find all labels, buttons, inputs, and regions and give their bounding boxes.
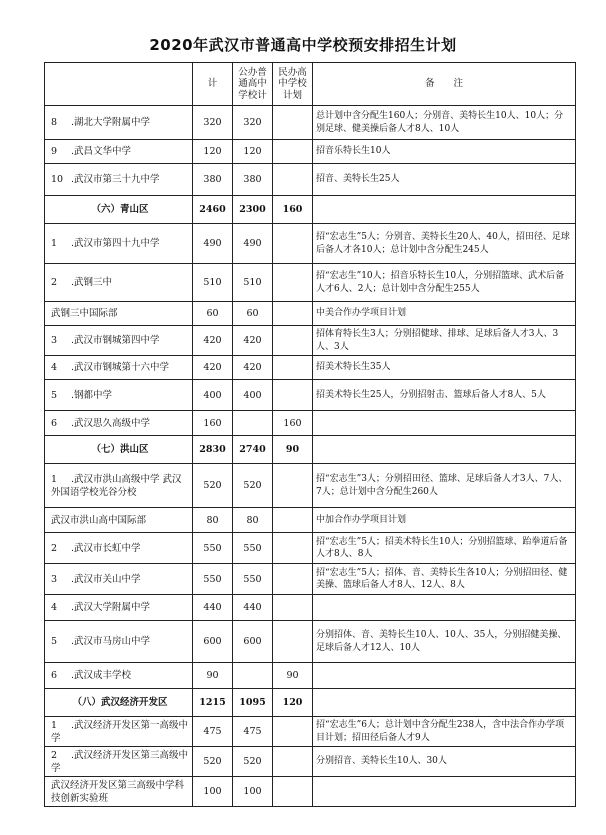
note-cell: 招“宏志生”3人；分别招田径、篮球、足球后备人才3人、7人、7人；总计划中含分配生260人 bbox=[313, 464, 576, 508]
public-cell: 420 bbox=[233, 356, 273, 380]
school-name: .武汉大学附属中学 bbox=[71, 602, 151, 613]
total-cell: 550 bbox=[193, 564, 233, 595]
school-name-cell bbox=[45, 411, 193, 436]
note-cell: 招音、美特长生25人 bbox=[313, 164, 576, 196]
note-cell: 中美合作办学项目计划 bbox=[313, 302, 576, 326]
public-cell: 80 bbox=[233, 508, 273, 533]
public-cell bbox=[233, 663, 273, 689]
public-cell: 520 bbox=[233, 747, 273, 777]
public-cell: 400 bbox=[233, 380, 273, 411]
table-row bbox=[45, 508, 576, 533]
row-index: 4 bbox=[51, 362, 58, 373]
row-index: 5 bbox=[51, 636, 58, 647]
note-cell bbox=[313, 663, 576, 689]
private-cell bbox=[273, 777, 313, 807]
school-name-cell bbox=[45, 224, 193, 264]
public-cell: 510 bbox=[233, 264, 273, 302]
note-cell: 招“宏志生”10人；招音乐特长生10人，分别招篮球、武术后备人才6人、2人；总计划中含分配生255人 bbox=[313, 264, 576, 302]
total-cell: 520 bbox=[193, 747, 233, 777]
header-total: 计 bbox=[193, 63, 233, 106]
private-cell bbox=[273, 717, 313, 747]
table-row bbox=[45, 356, 576, 380]
table-row bbox=[45, 663, 576, 689]
note-cell bbox=[313, 595, 576, 621]
school-name-cell bbox=[45, 326, 193, 356]
private-cell bbox=[273, 140, 313, 164]
row-index: 5 bbox=[51, 389, 58, 401]
total-cell: 420 bbox=[193, 326, 233, 356]
table-row bbox=[45, 621, 576, 663]
school-name: .武汉市钢城第十六中学 bbox=[71, 362, 170, 373]
total-cell: 440 bbox=[193, 595, 233, 621]
note-cell: 分别招音、美特长生10人、30人 bbox=[313, 747, 576, 777]
school-name: .湖北大学附属中学 bbox=[71, 117, 151, 128]
note-cell: 招美术特长生35人 bbox=[313, 356, 576, 380]
enrollment-table bbox=[44, 62, 576, 807]
school-name-cell bbox=[45, 747, 193, 777]
private-cell bbox=[273, 326, 313, 356]
public-cell: 520 bbox=[233, 464, 273, 508]
school-name-cell bbox=[45, 663, 193, 689]
private-cell: 160 bbox=[273, 411, 313, 436]
public-cell bbox=[233, 411, 273, 436]
private-cell bbox=[273, 564, 313, 595]
school-name: .武钢三中 bbox=[71, 277, 113, 288]
public-cell: 550 bbox=[233, 533, 273, 564]
table-row bbox=[45, 326, 576, 356]
public-cell: 380 bbox=[233, 164, 273, 196]
school-name: .武汉市第四十九中学 bbox=[71, 238, 160, 249]
public-cell: 120 bbox=[233, 140, 273, 164]
row-index: 2 bbox=[51, 749, 58, 761]
private-cell bbox=[273, 356, 313, 380]
total-cell: 120 bbox=[193, 140, 233, 164]
total-cell: 1215 bbox=[193, 689, 233, 717]
header-private: 民办高中学校计划 bbox=[273, 63, 313, 106]
school-name-cell bbox=[45, 564, 193, 595]
note-cell: 招“宏志生”5人；招体、音、美特长生各10人；分别招田径、健美操、篮球后备人才8人、12人、8人 bbox=[313, 564, 576, 595]
private-cell: 90 bbox=[273, 663, 313, 689]
district-row bbox=[45, 196, 576, 224]
school-name-cell bbox=[45, 595, 193, 621]
note-cell bbox=[313, 777, 576, 807]
table-row bbox=[45, 380, 576, 411]
public-cell: 2740 bbox=[233, 436, 273, 464]
public-cell: 490 bbox=[233, 224, 273, 264]
note-cell: 招“宏志生”5人；招美术特长生10人；分别招篮球、跆拳道后备人才8人、8人 bbox=[313, 533, 576, 564]
total-cell: 520 bbox=[193, 464, 233, 508]
private-cell bbox=[273, 533, 313, 564]
table-row bbox=[45, 595, 576, 621]
public-cell: 2300 bbox=[233, 196, 273, 224]
total-cell: 510 bbox=[193, 264, 233, 302]
public-cell: 320 bbox=[233, 106, 273, 140]
total-cell: 550 bbox=[193, 533, 233, 564]
total-cell: 400 bbox=[193, 380, 233, 411]
table-row bbox=[45, 164, 576, 196]
row-index: 6 bbox=[51, 670, 58, 681]
total-cell: 160 bbox=[193, 411, 233, 436]
table-row bbox=[45, 564, 576, 595]
school-name-cell bbox=[45, 717, 193, 747]
school-name: .武汉经济开发区第一高级中学 bbox=[51, 719, 189, 744]
school-name-cell bbox=[45, 302, 193, 326]
public-cell: 100 bbox=[233, 777, 273, 807]
table-row bbox=[45, 140, 576, 164]
public-cell: 550 bbox=[233, 564, 273, 595]
school-name: （八）武汉经济开发区 bbox=[72, 697, 168, 708]
public-cell: 60 bbox=[233, 302, 273, 326]
note-cell: 分别招体、音、美特长生10人、10人、35人，分别招健美操、足球后备人才12人、10人 bbox=[313, 621, 576, 663]
page-title: 2020年武汉市普通高中学校预安排招生计划 bbox=[149, 36, 457, 54]
private-cell bbox=[273, 224, 313, 264]
total-cell: 320 bbox=[193, 106, 233, 140]
private-cell bbox=[273, 264, 313, 302]
total-cell: 490 bbox=[193, 224, 233, 264]
school-name: .钢都中学 bbox=[71, 389, 113, 401]
note-cell: 招音乐特长生10人 bbox=[313, 140, 576, 164]
school-name: .武汉市洪山高级中学 武汉外国语学校光谷分校 bbox=[51, 473, 182, 498]
public-cell: 600 bbox=[233, 621, 273, 663]
school-name-cell bbox=[45, 196, 193, 224]
table-row bbox=[45, 777, 576, 807]
total-cell: 100 bbox=[193, 777, 233, 807]
school-name: .武昌文华中学 bbox=[71, 146, 132, 157]
note-cell: 招“宏志生”5人；分别音、美特长生20人、40人，招田径、足球后备人才各10人；总计划中含分配生245人 bbox=[313, 224, 576, 264]
note-cell bbox=[313, 196, 576, 224]
row-index: 1 bbox=[51, 719, 58, 731]
total-cell: 475 bbox=[193, 717, 233, 747]
header-notes: 备 注 bbox=[313, 63, 576, 106]
district-row bbox=[45, 436, 576, 464]
school-name-cell bbox=[45, 140, 193, 164]
total-cell: 2460 bbox=[193, 196, 233, 224]
school-name: .武汉思久高级中学 bbox=[71, 417, 151, 429]
private-cell bbox=[273, 106, 313, 140]
school-name-cell bbox=[45, 380, 193, 411]
total-cell: 420 bbox=[193, 356, 233, 380]
row-index: 4 bbox=[51, 602, 58, 613]
private-cell: 160 bbox=[273, 196, 313, 224]
table-row bbox=[45, 717, 576, 747]
total-cell: 380 bbox=[193, 164, 233, 196]
row-index: 1 bbox=[51, 473, 58, 485]
table-row bbox=[45, 464, 576, 508]
school-name: .武汉经济开发区第三高级中学 bbox=[51, 749, 189, 774]
school-name-cell bbox=[45, 164, 193, 196]
note-cell: 招美术特长生25人，分别招射击、篮球后备人才8人、5人 bbox=[313, 380, 576, 411]
total-cell: 60 bbox=[193, 302, 233, 326]
school-name-cell bbox=[45, 106, 193, 140]
header-school bbox=[45, 63, 193, 106]
school-name: .武汉市长虹中学 bbox=[71, 542, 141, 554]
table-row bbox=[45, 411, 576, 436]
row-index: 2 bbox=[51, 542, 58, 554]
note-cell bbox=[313, 411, 576, 436]
school-name: .武汉市第三十九中学 bbox=[71, 174, 160, 185]
school-name-cell bbox=[45, 464, 193, 508]
school-name: 武汉经济开发区第三高级中学科技创新实验班 bbox=[51, 779, 185, 804]
school-name-cell bbox=[45, 436, 193, 464]
public-cell: 420 bbox=[233, 326, 273, 356]
school-name-cell bbox=[45, 264, 193, 302]
school-name: .武汉成丰学校 bbox=[71, 670, 132, 681]
district-row bbox=[45, 689, 576, 717]
private-cell: 120 bbox=[273, 689, 313, 717]
note-cell: 中加合作办学项目计划 bbox=[313, 508, 576, 533]
row-index: 3 bbox=[51, 573, 58, 585]
note-cell bbox=[313, 689, 576, 717]
school-name: （七）洪山区 bbox=[91, 444, 149, 455]
private-cell bbox=[273, 747, 313, 777]
school-name-cell bbox=[45, 777, 193, 807]
public-cell: 1095 bbox=[233, 689, 273, 717]
private-cell bbox=[273, 595, 313, 621]
school-name-cell bbox=[45, 689, 193, 717]
table-row bbox=[45, 106, 576, 140]
note-cell: 招体育特长生3人；分别招健球、排球、足球后备人才3人、3人、3人 bbox=[313, 326, 576, 356]
table-row bbox=[45, 533, 576, 564]
note-cell bbox=[313, 436, 576, 464]
table-header bbox=[45, 63, 576, 106]
table-row bbox=[45, 302, 576, 326]
table-row bbox=[45, 747, 576, 777]
school-name: .武汉市钢城第四中学 bbox=[71, 335, 160, 346]
private-cell bbox=[273, 164, 313, 196]
total-cell: 80 bbox=[193, 508, 233, 533]
public-cell: 475 bbox=[233, 717, 273, 747]
total-cell: 2830 bbox=[193, 436, 233, 464]
private-cell bbox=[273, 302, 313, 326]
private-cell bbox=[273, 464, 313, 508]
private-cell bbox=[273, 508, 313, 533]
row-index: 6 bbox=[51, 417, 58, 429]
note-cell: 总计划中含分配生160人；分别音、美特长生10人、10人；分别足球、健美操后备人才8人、10人 bbox=[313, 106, 576, 140]
private-cell: 90 bbox=[273, 436, 313, 464]
row-index: 1 bbox=[51, 238, 58, 249]
row-index: 8 bbox=[51, 117, 58, 128]
school-name: 武钢三中国际部 bbox=[51, 308, 118, 319]
public-cell: 440 bbox=[233, 595, 273, 621]
note-cell: 招“宏志生”6人；总计划中含分配生238人，含中法合作办学项目计划；招田径后备人才9人 bbox=[313, 717, 576, 747]
row-index: 3 bbox=[51, 335, 58, 346]
school-name-cell bbox=[45, 533, 193, 564]
header-public: 公办普通高中学校计 bbox=[233, 63, 273, 106]
table-row bbox=[45, 264, 576, 302]
private-cell bbox=[273, 621, 313, 663]
row-index: 9 bbox=[51, 146, 58, 157]
total-cell: 90 bbox=[193, 663, 233, 689]
school-name: .武汉市关山中学 bbox=[71, 573, 141, 585]
table-row bbox=[45, 224, 576, 264]
row-index: 10 bbox=[51, 174, 64, 185]
school-name-cell bbox=[45, 356, 193, 380]
school-name: 武汉市洪山高中国际部 bbox=[51, 514, 147, 526]
row-index: 2 bbox=[51, 277, 58, 288]
school-name-cell bbox=[45, 508, 193, 533]
private-cell bbox=[273, 380, 313, 411]
total-cell: 600 bbox=[193, 621, 233, 663]
school-name-cell bbox=[45, 621, 193, 663]
school-name: .武汉市马房山中学 bbox=[71, 636, 151, 647]
school-name: （六）青山区 bbox=[91, 204, 149, 215]
